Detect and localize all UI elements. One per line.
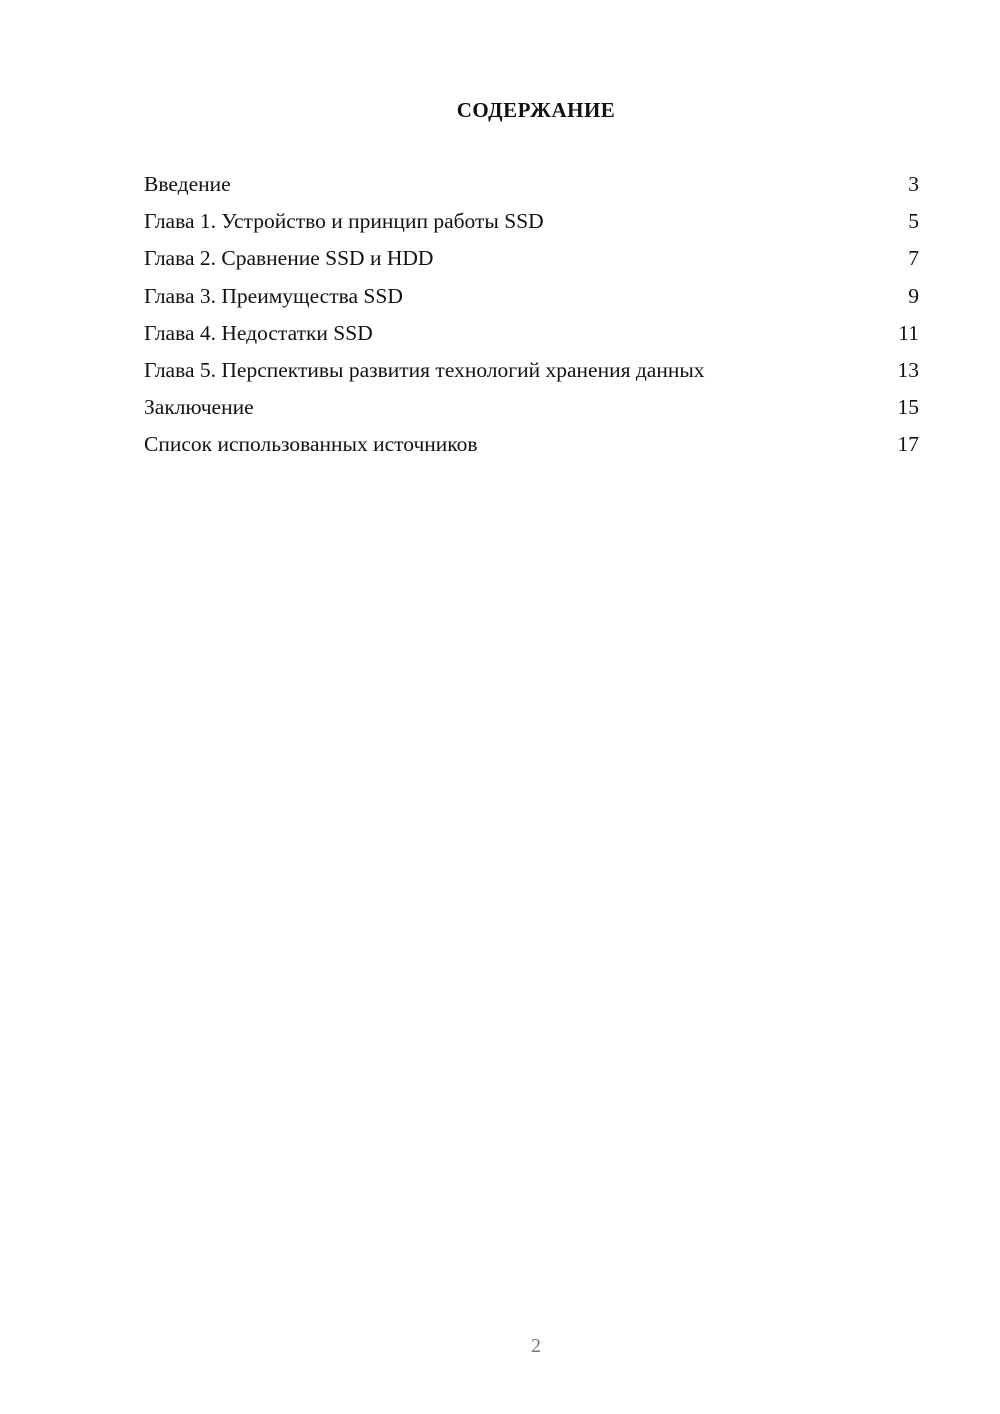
- toc-entry-label: Заключение: [144, 395, 254, 420]
- toc-entry: [144, 168, 919, 205]
- toc-entry: [144, 242, 919, 279]
- toc-entry: [144, 354, 919, 391]
- toc-entry-label: Введение: [144, 172, 231, 196]
- toc-entry-page: 9: [908, 283, 919, 308]
- toc-entry-page: 3: [908, 172, 919, 196]
- toc-entry-label: Глава 1. Устройство и принцип работы SSD: [144, 209, 544, 234]
- toc-entry: [144, 205, 919, 242]
- toc-entry-page: 13: [897, 357, 919, 382]
- page-title: СОДЕРЖАНИЕ: [456, 98, 616, 122]
- toc-entry-label: Глава 3. Преимущества SSD: [144, 283, 403, 308]
- toc-entry-label: Глава 4. Недостатки SSD: [144, 320, 373, 345]
- toc-entry: [144, 391, 919, 428]
- toc-entry-label: Глава 5. Перспективы развития технологий хранения данных: [144, 357, 705, 382]
- toc-entry: [144, 280, 919, 317]
- toc-entry: [144, 317, 919, 354]
- toc-entry-page: 15: [897, 395, 919, 420]
- page-number: 2: [531, 1335, 541, 1357]
- toc-entry-label: Глава 2. Сравнение SSD и HDD: [144, 246, 434, 271]
- toc-entry-label: Список использованных источников: [144, 432, 478, 457]
- toc-entry: [144, 428, 919, 465]
- table-of-contents: [144, 168, 919, 466]
- toc-entry-page: 11: [898, 320, 919, 345]
- toc-entry-page: 17: [897, 432, 919, 457]
- toc-entry-page: 5: [908, 209, 919, 234]
- toc-entry-page: 7: [908, 246, 919, 271]
